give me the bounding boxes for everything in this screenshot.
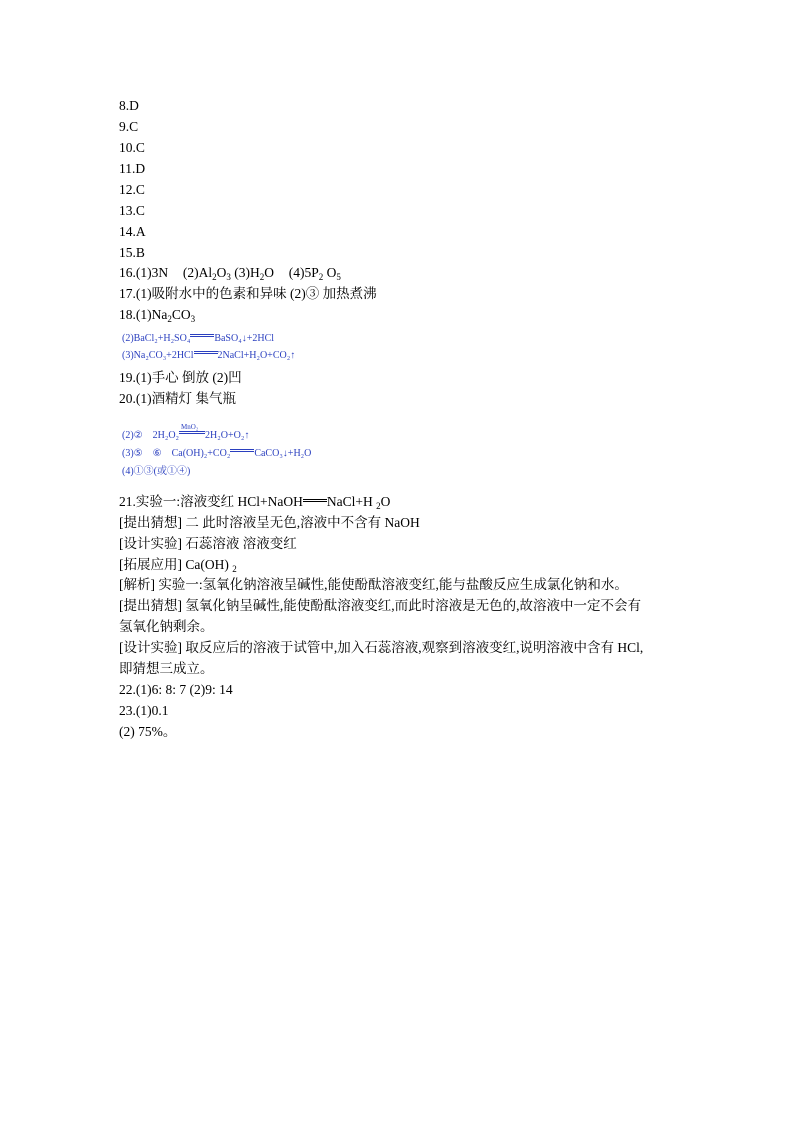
q17-part1: 17.(1)吸附水中的色素和异味 <box>119 286 287 301</box>
q20-l2-b: 2H₂O₂ <box>152 430 180 441</box>
equals-sign <box>190 332 214 340</box>
eq-right: BaSO₄↓+2HCl <box>214 333 275 344</box>
q20-l2-a: (2)② <box>122 430 143 441</box>
q20-l3-b: ⑥ <box>152 448 162 459</box>
q20-l3-a: (3)⑤ <box>122 448 143 459</box>
answer-19: 19.(1)手心 倒放 (2)凹 <box>119 370 242 385</box>
q16-sub: 2 <box>212 272 217 282</box>
q21-design: [设计实验] 石蕊溶液 溶液变红 <box>119 536 297 551</box>
answer-21 <box>119 493 390 511</box>
q20-l3-d: CaCO₃↓+H₂O <box>254 448 312 459</box>
q21-guess-explain-cont: 氢氧化钠剩余。 <box>119 619 214 634</box>
q21-design-explain: [设计实验] 取反应后的溶液于试管中,加入石蕊溶液,观察到溶液变红,说明溶液中含有 HCl, <box>119 640 644 655</box>
q16-part2-o: O <box>216 265 227 280</box>
q18-sub: 3 <box>190 314 196 324</box>
q20-line-4: (4)①③(或①④) <box>122 466 191 477</box>
answer-10: 10.C <box>119 140 145 155</box>
q16-sub: 3 <box>226 272 231 282</box>
equals-sign <box>303 497 327 505</box>
answer-17 <box>119 285 377 303</box>
q18-equation-2 <box>122 332 274 345</box>
q16-part3-o: O <box>264 265 274 280</box>
q16-sub: 5 <box>336 272 341 282</box>
q21-guess: [提出猜想] 二 此时溶液呈无色,溶液中不含有 NaOH <box>119 515 420 530</box>
q17-part3: 加热煮沸 <box>322 286 377 301</box>
answer-23: 23.(1)0.1 <box>119 703 169 718</box>
q21-l1-d: O <box>380 494 391 509</box>
q20-l2-c: 2H₂O+O₂↑ <box>205 430 250 441</box>
q21-extend <box>119 556 237 574</box>
eq-right: 2NaCl+H₂O+CO₂↑ <box>217 350 296 361</box>
q16-sub: 2 <box>318 272 324 282</box>
answer-13: 13.C <box>119 203 145 218</box>
q21-l1-a: 21.实验一:溶液变红 HCl+NaOH <box>119 494 303 509</box>
q21-sub: 2 <box>376 501 381 511</box>
q21-analysis: [解析] 实验一:氢氧化钠溶液呈碱性,能使酚酞溶液变红,能与盐酸反应生成氯化钠和水。 <box>119 577 628 592</box>
q21-l4-a: [拓展应用] Ca(OH) <box>119 557 229 572</box>
q21-guess-explain: [提出猜想] 氢氧化钠呈碱性,能使酚酞溶液变红,而此时溶液是无色的,故溶液中一定不会有 <box>119 598 641 613</box>
answer-18 <box>119 306 195 324</box>
eq-left: (2)BaCl₂+H₂SO₄ <box>122 333 191 344</box>
answer-14: 14.A <box>119 224 146 239</box>
catalyst-label: MnO₂ <box>181 423 199 431</box>
q16-part1: 16.(1)3N <box>119 265 169 280</box>
q16-part3: (3)H <box>234 265 260 280</box>
q16-part4-o: O <box>326 265 337 280</box>
q18-equation-3 <box>122 349 295 362</box>
q20-l3-c: Ca(OH)₂+CO₂ <box>171 448 231 459</box>
answer-15: 15.B <box>119 245 145 260</box>
q18-part1-co: CO <box>171 307 191 322</box>
q21-l1-b: NaCl+H <box>326 494 373 509</box>
answer-16 <box>119 264 341 282</box>
answer-11: 11.D <box>119 161 146 176</box>
equals-sign <box>230 447 254 455</box>
equals-sign <box>179 423 205 437</box>
answer-12: 12.C <box>119 182 145 197</box>
q20-line-3 <box>122 447 311 460</box>
q21-design-explain-cont: 即猜想三成立。 <box>119 661 214 676</box>
answer-20: 20.(1)酒精灯 集气瓶 <box>119 391 236 406</box>
equals-sign <box>194 349 218 357</box>
eq-left: (3)Na₂CO₃+2HCl <box>122 350 194 361</box>
q20-line-2 <box>122 423 250 442</box>
q21-sub: 2 <box>232 564 237 574</box>
q17-part2: (2)③ <box>290 286 320 301</box>
answer-8: 8.D <box>119 98 139 113</box>
answer-23-part2: (2) 75%。 <box>119 724 177 739</box>
q16-part4: (4)5P <box>288 265 319 280</box>
q16-sub: 2 <box>259 272 265 282</box>
q16-part2: (2)Al <box>182 265 213 280</box>
answer-22: 22.(1)6: 8: 7 (2)9: 14 <box>119 682 233 697</box>
q18-sub: 2 <box>167 314 172 324</box>
answer-9: 9.C <box>119 119 139 134</box>
q18-part1: 18.(1)Na <box>119 307 168 322</box>
